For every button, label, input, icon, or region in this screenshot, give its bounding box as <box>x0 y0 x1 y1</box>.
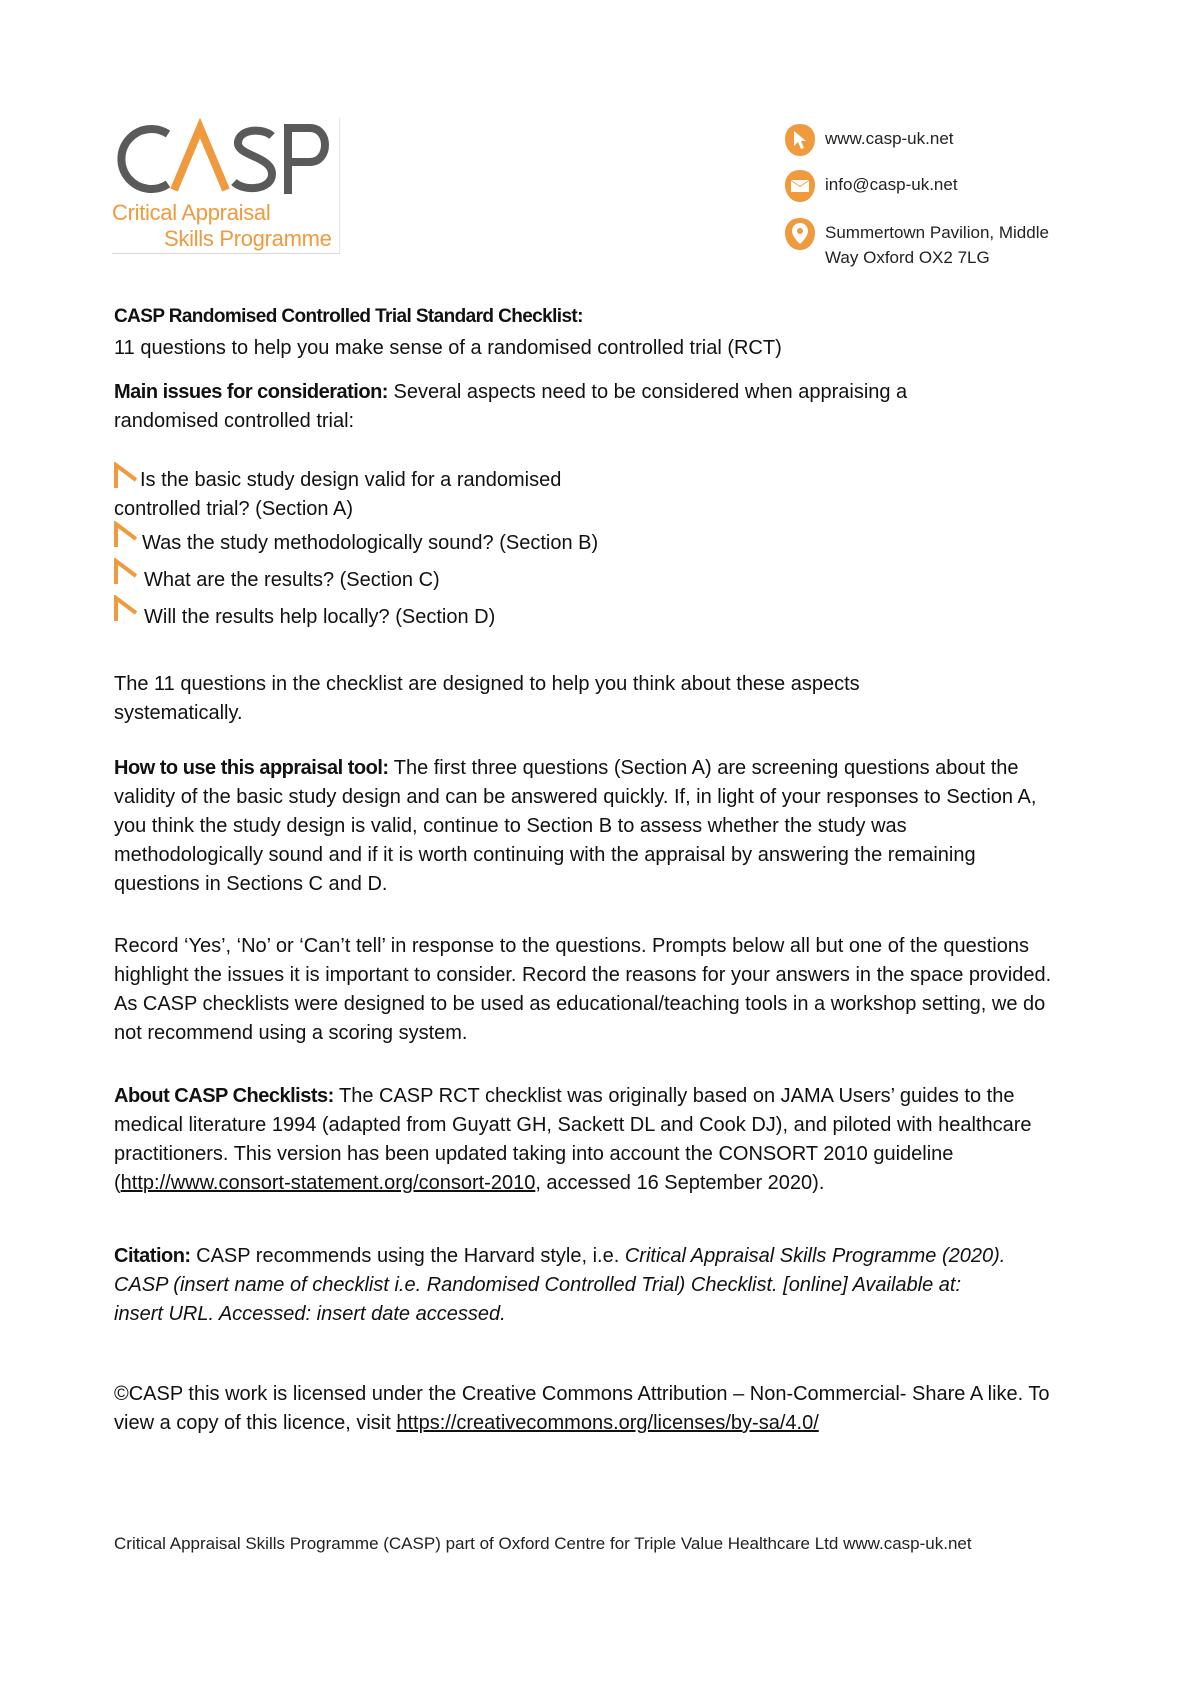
checklist-title: CASP Randomised Controlled Trial Standard Checklist: <box>114 306 583 327</box>
about-paragraph <box>114 1082 1054 1198</box>
contact-email[interactable]: info@casp-uk.net <box>825 175 958 194</box>
checklist-subtitle: 11 questions to help you make sense of a randomised controlled trial (RCT) <box>114 337 782 359</box>
contact-address-line-1: Summertown Pavilion, Middle <box>825 223 1049 242</box>
citation-text: CASP recommends using the Harvard style, i.e. <box>190 1245 625 1267</box>
how-to-use-paragraph <box>114 754 1054 899</box>
cursor-icon <box>783 122 817 158</box>
consort-link[interactable]: http://www.consort-statement.org/consort-2010 <box>120 1172 536 1194</box>
intro-text: The 11 questions in the checklist are designed to help you think about these aspects systematically. <box>114 673 860 724</box>
orange-flag-icon <box>114 521 140 549</box>
section-a-line-2: controlled trial? (Section A) <box>114 498 354 520</box>
main-issues-label: Main issues for consideration: <box>114 381 388 403</box>
contact-website[interactable]: www.casp-uk.net <box>825 129 954 148</box>
orange-flag-icon <box>114 558 140 586</box>
page-footer: Critical Appraisal Skills Programme (CASP) part of Oxford Centre for Triple Value Healthcare Ltd www.casp-uk.net <box>114 1534 972 1553</box>
section-c: What are the results? (Section C) <box>144 569 440 591</box>
logo-line-2: Skills Programme <box>164 226 332 251</box>
location-pin-icon <box>783 216 817 252</box>
license-link[interactable]: https://creativecommons.org/licenses/by-sa/4.0/ <box>396 1412 819 1434</box>
how-to-use-label: How to use this appraisal tool: <box>114 757 389 779</box>
main-issues-paragraph <box>114 378 1014 436</box>
record-paragraph <box>114 932 1054 1048</box>
how-to-use-text: The first three questions (Section A) are screening questions about the validity of the basic study design and can be answered quickly. If, in light of your responses to Section A, you think the study design is valid, continue to Section B to assess whether the study was methodologically sound and if it is worth continuing with the appraisal by answering the remaining questions in Sections C and D. <box>114 757 1037 895</box>
intro-paragraph <box>114 670 974 728</box>
casp-wordmark <box>112 118 338 200</box>
license-paragraph <box>114 1380 1074 1438</box>
orange-flag-icon <box>114 595 140 623</box>
citation-paragraph <box>114 1242 1014 1329</box>
citation-label: Citation: <box>114 1245 191 1267</box>
section-a-line-1: Is the basic study design valid for a randomised <box>140 469 562 491</box>
section-b: Was the study methodologically sound? (Section B) <box>142 532 599 554</box>
casp-logo <box>112 118 340 254</box>
about-label: About CASP Checklists: <box>114 1085 334 1107</box>
section-d: Will the results help locally? (Section D) <box>144 606 496 628</box>
citation-format: Critical Appraisal Skills Programme (2020). CASP (insert name of checklist i.e. Randomised Controlled Trial) Checklist. [online] Available at: insert URL. Accessed: insert date accessed. <box>114 1245 1006 1325</box>
license-text: ©CASP this work is licensed under the Creative Commons Attribution – Non-Commercial- Share A like. To view a copy of this licence, visit <box>114 1383 1050 1434</box>
orange-flag-icon <box>114 462 140 490</box>
record-text: Record ‘Yes’, ‘No’ or ‘Can’t tell’ in response to the questions. Prompts below all but one of the questions highlight the issues it is important to consider. Record the reasons for your answers in the space provided. As CASP checklists were designed to be used as educational/teaching tools in a workshop setting, we do not recommend using a scoring system. <box>114 935 1052 1044</box>
about-text-end: , accessed 16 September 2020). <box>535 1172 825 1194</box>
mail-icon <box>783 168 817 204</box>
contact-address-line-2: Way Oxford OX2 7LG <box>825 248 990 267</box>
about-text: The CASP RCT checklist was originally based on JAMA Users’ guides to the medical literature 1994 (adapted from Guyatt GH, Sackett DL and Cook DJ), and piloted with healthcare practitioners. This version has been updated taking into account the CONSORT 2010 guideline ( <box>114 1085 1032 1194</box>
main-issues-text: Several aspects need to be considered when appraising a randomised controlled trial: <box>114 381 908 432</box>
logo-line-1: Critical Appraisal <box>112 200 271 225</box>
